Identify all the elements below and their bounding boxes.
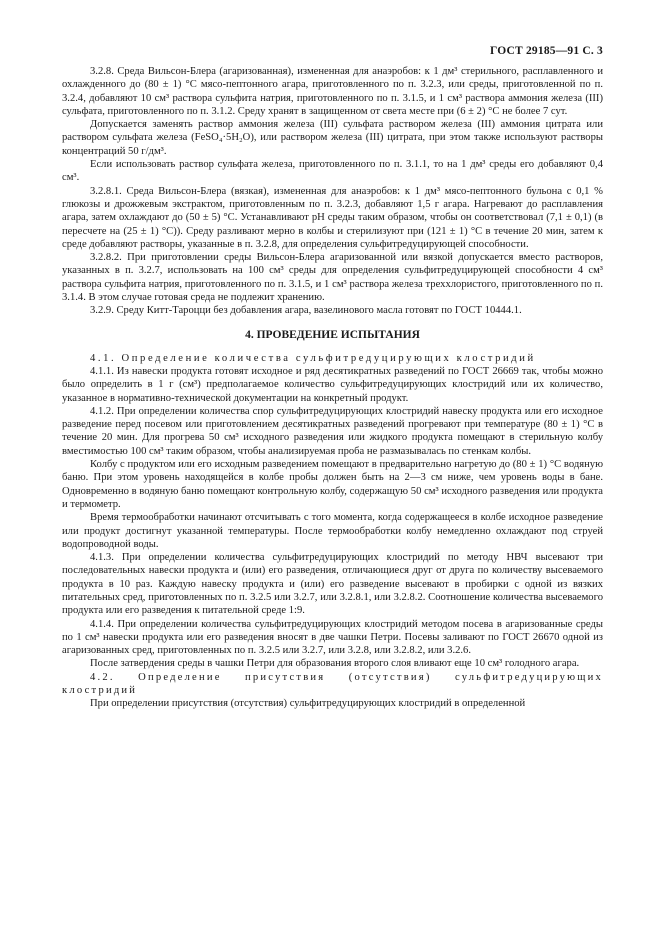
paragraph-3-2-8-2: 3.2.8.2. При приготовлении среды Вильсон-Блера агаризованной или вязкой допускается вместо растворов, указанных в п. 3.2.7, использовать на 100 см³ среды для определения сульфитредуцирующей способности 4 см³ раствора сульфита натрия, приготовленного по п. 3.1.5, и 1 см³ раствора железа треххлористого, приготовленного по п. 3.1.4. В этом случае готовая среда не подлежит хранению. (62, 252, 603, 304)
paragraph-4-1-2: 4.1.2. При определении количества спор сульфитредуцирующих клостридий навеску продукта или его исходное разведение перед посевом или приготовлением десятикратных разведений прогревают при температуре (80 ± 1) °С в течение 20 мин. Для прогрева 50 см³ исходного разведения или жидкого продукта помещают в стерильную колбу вместимостью 100 см³ таким образом, чтобы анализируемая проба не размазывалась по стенкам колбы. (62, 405, 603, 457)
page-header: ГОСТ 29185—91 С. 3 (490, 45, 603, 57)
paragraph-4-1-4: 4.1.4. При определении количества сульфитредуцирующих клостридий методом посева в агаризованные среды по 1 см³ навески продукта или его разведения вносят в две чашки Петри. Посевы заливают по ГОСТ 26670 одной из агаризованных сред, приготовленных по п. 3.2.5 или 3.2.7, или 3.2.8, или 3.2.8.2, или 3.2.6. (62, 618, 603, 657)
paragraph-second-layer: После затвердения среды в чашки Петри для образования второго слоя вливают еще 10 см³ голодного агара. (90, 658, 580, 670)
paragraph-4-1-1: 4.1.1. Из навески продукта готовят исходное и ряд десятикратных разведений по ГОСТ 26669 так, чтобы можно было определить в 1 г (см³) предполагаемое количество сульфитредуцирующих клостридий или их количество, указанное в нормативно-технической документации на конкретный продукт. (62, 365, 603, 404)
paragraph-iron-sulfate: Если использовать раствор сульфата железа, приготовленного по п. 3.1.1, то на 1 дм³ среды его добавляют 0,4 см³. (62, 159, 603, 184)
paragraph-3-2-9: 3.2.9. Среду Китт-Тароцци без добавления агара, вазелинового масла готовят по ГОСТ 10444.1. (90, 305, 522, 317)
paragraph-4-1-3: 4.1.3. При определении количества сульфитредуцирующих клостридий по методу НВЧ высевают три последовательных навески продукта и (или) его разведения, отличающиеся друг от друга по количеству высеваемого продукта в 10 раз. Каждую навеску продукта и (или) его разведение высевают в пробирки с одной из вязких питательных сред, приготовленных по п. 3.2.5 или 3.2.7, или 3.2.8.1, или 3.2.8.2. Соотношение количества высеваемого продукта или его разведения к питательной среде 1:9. (62, 552, 603, 617)
paragraph-4-2: При определении присутствия (отсутствия) сульфитредуцирующих клостридий в определенной (90, 698, 526, 710)
paragraph-replacement: Допускается заменять раствор аммония железа (III) сульфата раствором железа (III) аммония цитрата или раствором сульфата железа (FeSO₄·5H₂O), или раствором железа (III) цитрата, при этом также используют растворы концентраций 50 г/дм³. (62, 119, 603, 157)
paragraph-heat-time: Время термообработки начинают отсчитывать с того момента, когда содержащееся в колбе исходное разведение или продукт достигнут указанной температуры. После термообработки колбу немедленно охлаждают под струей водопроводной воды. (62, 512, 603, 550)
section-title: 4. ПРОВЕДЕНИЕ ИСПЫТАНИЯ (245, 328, 420, 341)
paragraph-flask: Колбу с продуктом или его исходным разведением помещают в предварительно нагретую до (80 ± 1) °С водяную баню. При этом уровень находящейся в колбе пробы должен быть на 2—3 см ниже, чем уровень воды в бане. Одновременно в водяную баню помещают контрольную колбу, содержащую 50 см³ исходного разведения или продукта и термометр. (62, 459, 603, 510)
paragraph-3-2-8: 3.2.8. Среда Вильсон-Блера (агаризованная), измененная для анаэробов: к 1 дм³ стерильного, расплавленного и охлажденного до (80 ± 1) °С мясо-пептонного агара, приготовленного по п. 3.2.3, или среды, приготовленной по п. 3.2.4, добавляют 10 см³ раствора сульфита натрия, приготовленного по п. 3.1.5, и 1 см³ раствора аммония железа (III) сульфата, приготовленного по п. 3.1.2. Среду хранят в защищенном от света месте при (6 ± 2) °С не более 7 сут. (62, 66, 603, 117)
subsection-4-2-title: 4.2. Определение присутствия (отсутствия) сульфитредуцирующих клостридий (62, 671, 603, 697)
subsection-4-1-title: 4.1. Определение количества сульфитредуцирующих клостридий (90, 352, 536, 364)
paragraph-3-2-8-1: 3.2.8.1. Среда Вильсон-Блера (вязкая), измененная для анаэробов: к 1 дм³ мясо-пептонного бульона с 0,1 % глюкозы и дрожжевым экстрактом, приготовленным по п. 3.2.3, добавляют 1,5 г агара. Нагревают до расплавления агара, затем охлаждают до (50 ± 5) °С. Устанавливают pH среды таким образом, чтобы он соответствовал (7,1 ± 0,1) (в пересчете на (25 ± 1) °С)). Среду разливают мерно в колбы и стерилизуют при (121 ± 1) °С в течение 20 мин, затем к среде добавляют растворы, указанные в п. 3.2.8, для определения сульфитредуцирующей способности. (62, 185, 603, 250)
